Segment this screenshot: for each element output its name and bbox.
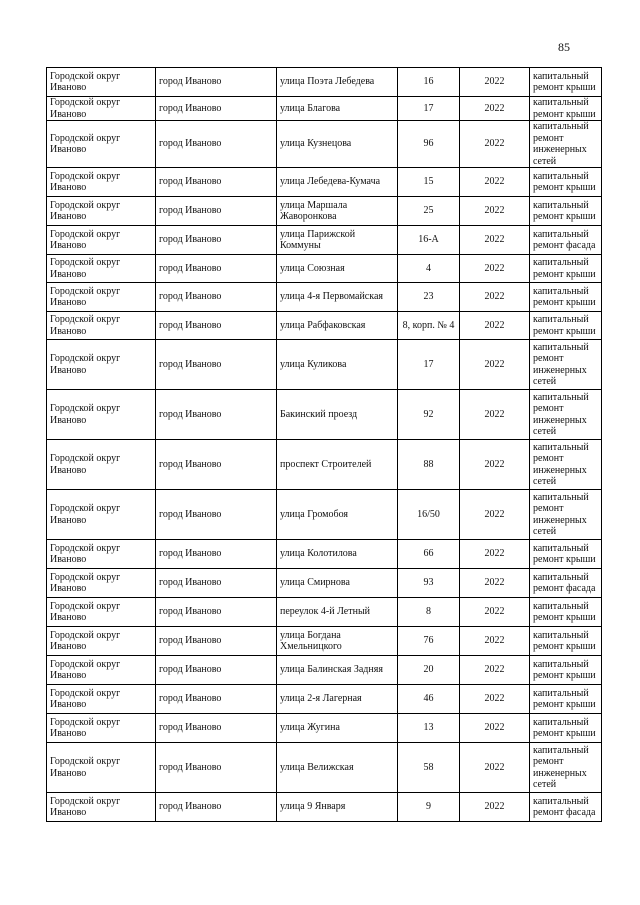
repair-registry-table xyxy=(46,67,602,822)
city-cell: город Иваново xyxy=(156,540,277,569)
district-cell: Городской округ Иваново xyxy=(47,255,156,283)
table-row xyxy=(47,598,602,627)
year-cell: 2022 xyxy=(460,440,530,490)
table-row xyxy=(47,312,602,340)
house-number-cell: 16-А xyxy=(398,226,460,255)
year-cell: 2022 xyxy=(460,68,530,97)
district-cell: Городской округ Иваново xyxy=(47,340,156,390)
city-cell: город Иваново xyxy=(156,340,277,390)
work-type-cell: капитальный ремонт инженерных сетей xyxy=(530,340,602,390)
year-cell: 2022 xyxy=(460,714,530,743)
house-number-cell: 20 xyxy=(398,656,460,685)
street-cell: улица Поэта Лебедева xyxy=(277,68,398,97)
house-number-cell: 96 xyxy=(398,121,460,168)
city-cell: город Иваново xyxy=(156,685,277,714)
city-cell: город Иваново xyxy=(156,598,277,627)
house-number-cell: 17 xyxy=(398,97,460,121)
table-row xyxy=(47,627,602,656)
work-type-cell: капитальный ремонт инженерных сетей xyxy=(530,390,602,440)
table-row xyxy=(47,226,602,255)
table-row xyxy=(47,255,602,283)
street-cell: улица 2-я Лагерная xyxy=(277,685,398,714)
street-cell: улица Жугина xyxy=(277,714,398,743)
city-cell: город Иваново xyxy=(156,97,277,121)
work-type-cell: капитальный ремонт крыши xyxy=(530,97,602,121)
table-row xyxy=(47,440,602,490)
street-cell: улица Лебедева-Кумача xyxy=(277,168,398,197)
street-cell: улица Кузнецова xyxy=(277,121,398,168)
house-number-cell: 16 xyxy=(398,68,460,97)
street-cell: улица Богдана Хмельницкого xyxy=(277,627,398,656)
work-type-cell: капитальный ремонт инженерных сетей xyxy=(530,743,602,793)
house-number-cell: 9 xyxy=(398,793,460,822)
house-number-cell: 16/50 xyxy=(398,490,460,540)
district-cell: Городской округ Иваново xyxy=(47,121,156,168)
table-row xyxy=(47,743,602,793)
year-cell: 2022 xyxy=(460,656,530,685)
district-cell: Городской округ Иваново xyxy=(47,627,156,656)
city-cell: город Иваново xyxy=(156,197,277,226)
district-cell: Городской округ Иваново xyxy=(47,569,156,598)
district-cell: Городской округ Иваново xyxy=(47,714,156,743)
house-number-cell: 4 xyxy=(398,255,460,283)
table-row xyxy=(47,569,602,598)
table-row xyxy=(47,540,602,569)
table-row xyxy=(47,793,602,822)
street-cell: переулок 4-й Летный xyxy=(277,598,398,627)
city-cell: город Иваново xyxy=(156,656,277,685)
city-cell: город Иваново xyxy=(156,68,277,97)
work-type-cell: капитальный ремонт крыши xyxy=(530,598,602,627)
house-number-cell: 8 xyxy=(398,598,460,627)
district-cell: Городской округ Иваново xyxy=(47,490,156,540)
district-cell: Городской округ Иваново xyxy=(47,598,156,627)
district-cell: Городской округ Иваново xyxy=(47,283,156,312)
district-cell: Городской округ Иваново xyxy=(47,540,156,569)
street-cell: улица Рабфаковская xyxy=(277,312,398,340)
year-cell: 2022 xyxy=(460,793,530,822)
street-cell: проспект Строителей xyxy=(277,440,398,490)
work-type-cell: капитальный ремонт крыши xyxy=(530,627,602,656)
street-cell: улица Колотилова xyxy=(277,540,398,569)
work-type-cell: капитальный ремонт крыши xyxy=(530,68,602,97)
year-cell: 2022 xyxy=(460,255,530,283)
city-cell: город Иваново xyxy=(156,226,277,255)
street-cell: улица Громобоя xyxy=(277,490,398,540)
district-cell: Городской округ Иваново xyxy=(47,685,156,714)
district-cell: Городской округ Иваново xyxy=(47,168,156,197)
city-cell: город Иваново xyxy=(156,168,277,197)
street-cell: улица Смирнова xyxy=(277,569,398,598)
table-row xyxy=(47,714,602,743)
work-type-cell: капитальный ремонт фасада xyxy=(530,793,602,822)
work-type-cell: капитальный ремонт крыши xyxy=(530,685,602,714)
district-cell: Городской округ Иваново xyxy=(47,390,156,440)
house-number-cell: 66 xyxy=(398,540,460,569)
street-cell: улица Куликова xyxy=(277,340,398,390)
city-cell: город Иваново xyxy=(156,569,277,598)
year-cell: 2022 xyxy=(460,121,530,168)
city-cell: город Иваново xyxy=(156,390,277,440)
work-type-cell: капитальный ремонт фасада xyxy=(530,226,602,255)
table-row xyxy=(47,283,602,312)
work-type-cell: капитальный ремонт крыши xyxy=(530,168,602,197)
year-cell: 2022 xyxy=(460,97,530,121)
year-cell: 2022 xyxy=(460,197,530,226)
street-cell: улица Союзная xyxy=(277,255,398,283)
year-cell: 2022 xyxy=(460,743,530,793)
table-row xyxy=(47,656,602,685)
house-number-cell: 58 xyxy=(398,743,460,793)
city-cell: город Иваново xyxy=(156,743,277,793)
house-number-cell: 88 xyxy=(398,440,460,490)
year-cell: 2022 xyxy=(460,312,530,340)
work-type-cell: капитальный ремонт инженерных сетей xyxy=(530,121,602,168)
city-cell: город Иваново xyxy=(156,121,277,168)
table-row xyxy=(47,490,602,540)
house-number-cell: 23 xyxy=(398,283,460,312)
work-type-cell: капитальный ремонт инженерных сетей xyxy=(530,490,602,540)
district-cell: Городской округ Иваново xyxy=(47,743,156,793)
year-cell: 2022 xyxy=(460,627,530,656)
house-number-cell: 25 xyxy=(398,197,460,226)
house-number-cell: 17 xyxy=(398,340,460,390)
year-cell: 2022 xyxy=(460,490,530,540)
table-row xyxy=(47,197,602,226)
street-cell: улица 4-я Первомайская xyxy=(277,283,398,312)
year-cell: 2022 xyxy=(460,569,530,598)
work-type-cell: капитальный ремонт крыши xyxy=(530,197,602,226)
table-row xyxy=(47,68,602,97)
city-cell: город Иваново xyxy=(156,312,277,340)
district-cell: Городской округ Иваново xyxy=(47,440,156,490)
work-type-cell: капитальный ремонт крыши xyxy=(530,283,602,312)
work-type-cell: капитальный ремонт крыши xyxy=(530,255,602,283)
year-cell: 2022 xyxy=(460,226,530,255)
house-number-cell: 46 xyxy=(398,685,460,714)
house-number-cell: 76 xyxy=(398,627,460,656)
table-row xyxy=(47,121,602,168)
street-cell: Бакинский проезд xyxy=(277,390,398,440)
district-cell: Городской округ Иваново xyxy=(47,793,156,822)
year-cell: 2022 xyxy=(460,540,530,569)
house-number-cell: 92 xyxy=(398,390,460,440)
work-type-cell: капитальный ремонт фасада xyxy=(530,569,602,598)
district-cell: Городской округ Иваново xyxy=(47,226,156,255)
house-number-cell: 15 xyxy=(398,168,460,197)
house-number-cell: 93 xyxy=(398,569,460,598)
street-cell: улица Благова xyxy=(277,97,398,121)
work-type-cell: капитальный ремонт крыши xyxy=(530,540,602,569)
city-cell: город Иваново xyxy=(156,714,277,743)
street-cell: улица Парижской Коммуны xyxy=(277,226,398,255)
street-cell: улица Велижская xyxy=(277,743,398,793)
house-number-cell: 8, корп. № 4 xyxy=(398,312,460,340)
district-cell: Городской округ Иваново xyxy=(47,197,156,226)
year-cell: 2022 xyxy=(460,390,530,440)
year-cell: 2022 xyxy=(460,340,530,390)
page-number: 85 xyxy=(558,40,570,54)
table-row xyxy=(47,340,602,390)
year-cell: 2022 xyxy=(460,283,530,312)
district-cell: Городской округ Иваново xyxy=(47,656,156,685)
city-cell: город Иваново xyxy=(156,255,277,283)
year-cell: 2022 xyxy=(460,598,530,627)
street-cell: улица Балинская Задняя xyxy=(277,656,398,685)
table-row xyxy=(47,97,602,121)
street-cell: улица Маршала Жаворонкова xyxy=(277,197,398,226)
district-cell: Городской округ Иваново xyxy=(47,312,156,340)
year-cell: 2022 xyxy=(460,685,530,714)
house-number-cell: 13 xyxy=(398,714,460,743)
city-cell: город Иваново xyxy=(156,440,277,490)
table-row xyxy=(47,685,602,714)
table-body xyxy=(47,68,602,822)
district-cell: Городской округ Иваново xyxy=(47,68,156,97)
city-cell: город Иваново xyxy=(156,627,277,656)
table-row xyxy=(47,390,602,440)
district-cell: Городской округ Иваново xyxy=(47,97,156,121)
work-type-cell: капитальный ремонт крыши xyxy=(530,312,602,340)
work-type-cell: капитальный ремонт крыши xyxy=(530,714,602,743)
street-cell: улица 9 Января xyxy=(277,793,398,822)
city-cell: город Иваново xyxy=(156,490,277,540)
work-type-cell: капитальный ремонт инженерных сетей xyxy=(530,440,602,490)
city-cell: город Иваново xyxy=(156,793,277,822)
work-type-cell: капитальный ремонт крыши xyxy=(530,656,602,685)
table-row xyxy=(47,168,602,197)
year-cell: 2022 xyxy=(460,168,530,197)
city-cell: город Иваново xyxy=(156,283,277,312)
